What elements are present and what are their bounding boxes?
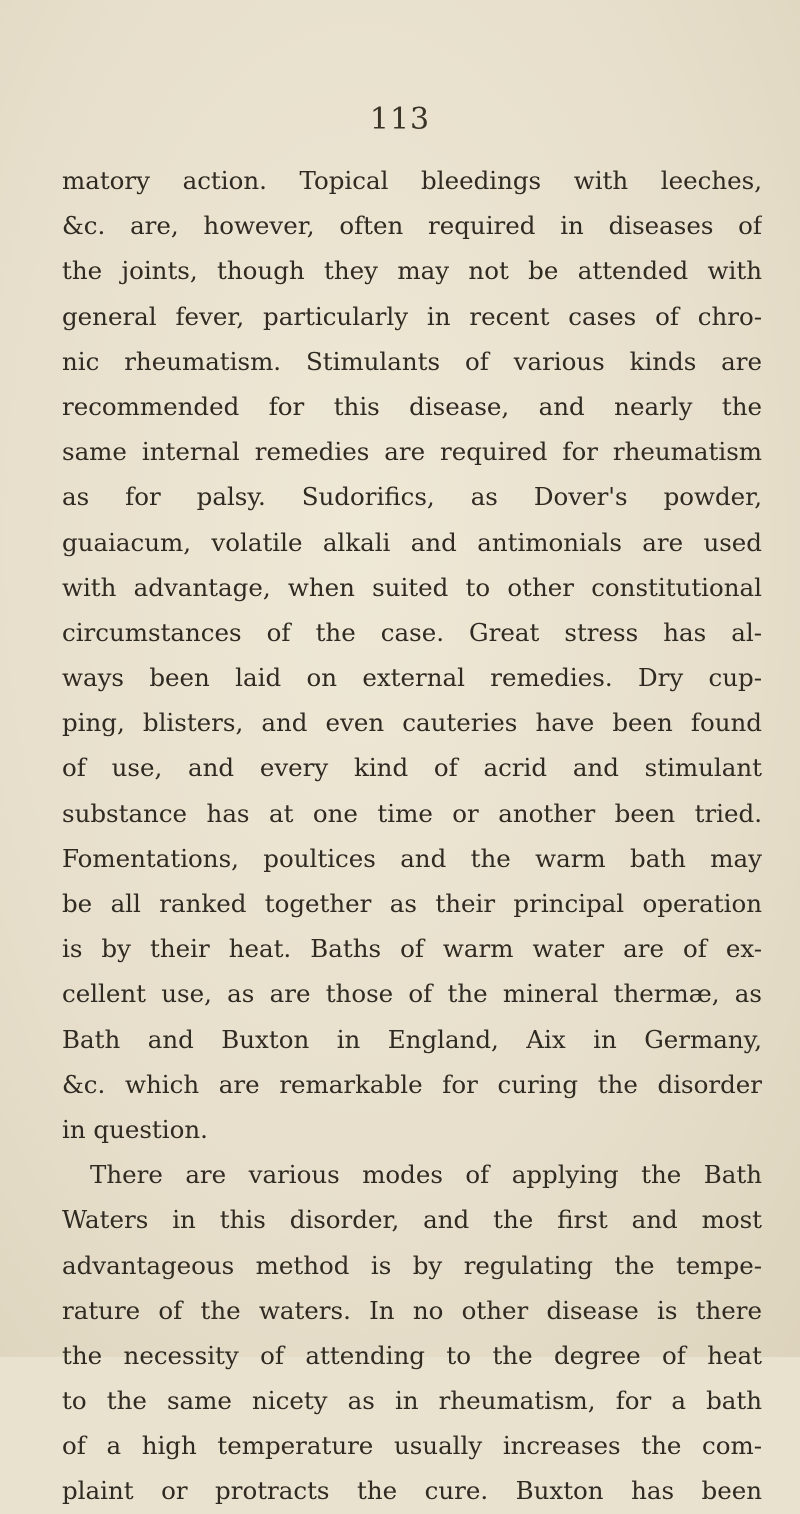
page-number: 113 — [369, 102, 431, 137]
text-line: ways been laid on external remedies. Dry cup- — [62, 663, 762, 693]
text-line: plaint or protracts the cure. Buxton has been — [62, 1476, 762, 1506]
text-line: cellent use, as are those of the mineral thermæ, as — [62, 979, 762, 1009]
text-line: ping, blisters, and even cauteries have been found — [62, 708, 762, 738]
text-line: is by their heat. Baths of warm water are of ex- — [62, 934, 762, 964]
text-line: same internal remedies are required for rheumatism — [62, 437, 762, 467]
text-line: advantageous method is by regulating the tempe- — [62, 1250, 762, 1280]
text-line: as for palsy. Sudorifics, as Dover's powder, — [62, 482, 762, 512]
text-line-paragraph-start: There are various modes of applying the Bath — [90, 1160, 762, 1190]
text-line: Waters in this disorder, and the first and most — [62, 1205, 762, 1235]
text-line: matory action. Topical bleedings with leeches, — [62, 166, 762, 195]
text-line-paragraph-end: in question. — [62, 1114, 208, 1144]
text-line: circumstances of the case. Great stress has al- — [62, 617, 762, 647]
text-line: the joints, though they may not be attended with — [62, 256, 762, 286]
text-line: nic rheumatism. Stimulants of various kinds are — [62, 346, 762, 376]
text-line: rature of the waters. In no other disease is there — [62, 1295, 762, 1325]
text-line: guaiacum, volatile alkali and antimonials are used — [62, 527, 762, 557]
text-line: to the same nicety as in rheumatism, for a bath — [62, 1386, 762, 1416]
text-line: substance has at one time or another been tried. — [62, 798, 762, 828]
body-text — [62, 158, 762, 1514]
text-line: Bath and Buxton in England, Aix in Germany, — [62, 1024, 762, 1054]
text-line: with advantage, when suited to other constitutional — [62, 572, 762, 602]
text-line: &c. are, however, often required in diseases of — [62, 211, 762, 241]
text-line: of use, and every kind of acrid and stimulant — [62, 753, 762, 783]
text-line: the necessity of attending to the degree of heat — [62, 1340, 762, 1370]
text-line: of a high temperature usually increases the com- — [62, 1431, 762, 1461]
text-line: &c. which are remarkable for curing the disorder — [62, 1069, 762, 1099]
text-line: Fomentations, poultices and the warm bath may — [62, 843, 762, 873]
text-line: general fever, particularly in recent cases of chro- — [62, 301, 762, 331]
text-line: be all ranked together as their principal operation — [62, 889, 762, 918]
text-line: recommended for this disease, and nearly the — [62, 391, 762, 421]
